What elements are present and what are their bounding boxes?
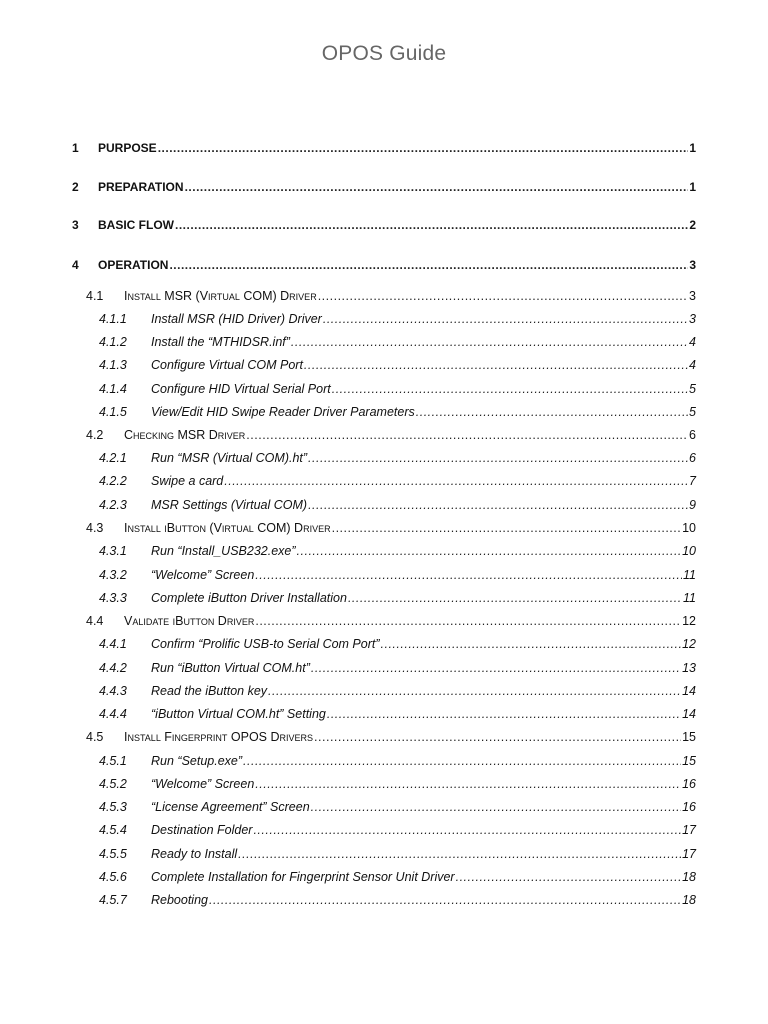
- toc-number: 4.4.2: [99, 661, 127, 675]
- toc-entry-4-3-3[interactable]: [99, 590, 696, 606]
- toc-number: 4.3.3: [99, 591, 127, 605]
- toc-number: 3: [72, 218, 79, 232]
- toc-entry-4-1-3[interactable]: [99, 357, 696, 373]
- toc-leader: [323, 311, 688, 327]
- toc-number: 4.4: [86, 614, 104, 628]
- toc-number: 4.2.2: [99, 474, 127, 488]
- toc-number: 4.5.5: [99, 847, 127, 861]
- toc-text: Install Fingerprint OPOS Drivers: [124, 730, 314, 744]
- toc-text: “iButton Virtual COM.ht” Setting: [151, 707, 326, 721]
- toc-leader: [348, 590, 682, 606]
- toc-leader: [332, 520, 682, 536]
- toc-text: Complete iButton Driver Installation: [151, 591, 347, 605]
- toc-entry-4-5-2[interactable]: [99, 776, 696, 792]
- toc-text: Swipe a card: [151, 474, 224, 488]
- toc-number: 4.5.4: [99, 823, 127, 837]
- toc-number: 1: [72, 141, 79, 155]
- toc-entry-4[interactable]: [72, 257, 696, 273]
- toc-number: 4.1.1: [99, 312, 127, 326]
- toc-page: 9: [689, 498, 696, 512]
- toc-leader: [416, 404, 688, 420]
- toc-number: 4.3.2: [99, 568, 127, 582]
- toc-number: 4.5: [86, 730, 104, 744]
- toc-number: 4.5.1: [99, 754, 127, 768]
- toc-text: “Welcome” Screen: [151, 777, 255, 791]
- toc-leader: [169, 257, 688, 273]
- toc-page: 17: [682, 847, 696, 861]
- toc-text: MSR Settings (Virtual COM): [151, 498, 308, 512]
- toc-leader: [311, 799, 681, 815]
- toc-entry-4-4-4[interactable]: [99, 706, 696, 722]
- toc-text: Configure Virtual COM Port: [151, 358, 303, 372]
- toc-page: 13: [682, 661, 696, 675]
- toc-entry-4-2-1[interactable]: [99, 450, 696, 466]
- toc-leader: [253, 822, 681, 838]
- toc-page: 15: [682, 730, 696, 744]
- toc-text: Confirm “Prolific USB-to Serial Com Port”: [151, 637, 380, 651]
- toc-page: 11: [683, 591, 696, 605]
- toc-entry-4-1[interactable]: [86, 288, 696, 304]
- toc-leader: [297, 543, 682, 559]
- toc-leader: [308, 450, 688, 466]
- toc-leader: [246, 427, 688, 443]
- toc-text: Run “Install_USB232.exe”: [151, 544, 296, 558]
- toc-text: Run “iButton Virtual COM.ht”: [151, 661, 310, 675]
- toc-entry-4-1-2[interactable]: [99, 334, 696, 350]
- toc-entry-4-4-2[interactable]: [99, 660, 696, 676]
- toc-number: 4.1: [86, 289, 104, 303]
- toc-number: 4.1.4: [99, 382, 127, 396]
- toc-leader: [318, 288, 688, 304]
- toc-text: View/Edit HID Swipe Reader Driver Parameters: [151, 405, 415, 419]
- toc-text: Install MSR (HID Driver) Driver: [151, 312, 322, 326]
- toc-entry-4-3[interactable]: [86, 520, 696, 536]
- toc-page: 4: [689, 358, 696, 372]
- toc-page: 14: [682, 707, 696, 721]
- toc-page: 6: [689, 451, 696, 465]
- toc-number: 4.1.5: [99, 405, 127, 419]
- toc-number: 4.2.1: [99, 451, 127, 465]
- toc-leader: [381, 636, 682, 652]
- toc-page: 12: [682, 614, 696, 628]
- toc-entry-4-2-2[interactable]: [99, 473, 696, 489]
- toc-number: 4.5.6: [99, 870, 127, 884]
- toc-number: 4.5.2: [99, 777, 127, 791]
- toc-leader: [311, 660, 681, 676]
- toc-text: Install MSR (Virtual COM) Driver: [124, 289, 317, 303]
- toc-page: 16: [682, 777, 696, 791]
- toc-text: Complete Installation for Fingerprint Sensor Unit Driver: [151, 870, 455, 884]
- toc-text: “Welcome” Screen: [151, 568, 255, 582]
- toc-entry-4-2[interactable]: [86, 427, 696, 443]
- toc-number: 4.3.1: [99, 544, 127, 558]
- toc-entry-4-3-2[interactable]: [99, 567, 696, 583]
- toc-number: 4.5.7: [99, 893, 127, 907]
- toc-entry-4-2-3[interactable]: [99, 497, 696, 513]
- toc-text: “License Agreement” Screen: [151, 800, 310, 814]
- toc-leader: [209, 892, 681, 908]
- toc-leader: [308, 497, 688, 513]
- toc-text: PREPARATION: [98, 180, 184, 194]
- toc-leader: [291, 334, 688, 350]
- toc-entry-4-5-7[interactable]: [99, 892, 696, 908]
- document-title: OPOS Guide: [321, 42, 447, 65]
- toc-leader: [243, 753, 681, 769]
- toc-page: 2: [689, 218, 696, 232]
- toc-leader: [158, 140, 689, 156]
- toc-text: Checking MSR Driver: [124, 428, 246, 442]
- toc-page: 18: [682, 893, 696, 907]
- toc-leader: [268, 683, 681, 699]
- toc-number: 4.1.3: [99, 358, 127, 372]
- toc-entry-4-1-5[interactable]: [99, 404, 696, 420]
- toc-entry-4-1-1[interactable]: [99, 311, 696, 327]
- toc-number: 4.4.1: [99, 637, 127, 651]
- toc-page: 12: [682, 637, 696, 651]
- toc-page: 14: [682, 684, 696, 698]
- toc-entry-4-4[interactable]: [86, 613, 696, 629]
- toc-page: 10: [682, 521, 696, 535]
- toc-leader: [304, 357, 688, 373]
- toc-leader: [255, 613, 681, 629]
- toc-page: 3: [689, 289, 696, 303]
- toc-text: Configure HID Virtual Serial Port: [151, 382, 331, 396]
- toc-number: 4.3: [86, 521, 104, 535]
- toc-page: 18: [682, 870, 696, 884]
- toc-leader: [456, 869, 681, 885]
- toc-leader: [327, 706, 681, 722]
- toc-number: 4.2.3: [99, 498, 127, 512]
- toc-leader: [224, 473, 688, 489]
- toc-leader: [185, 179, 689, 195]
- toc-page: 6: [689, 428, 696, 442]
- toc-page: 4: [689, 335, 696, 349]
- toc-entry-3[interactable]: [72, 217, 696, 233]
- toc-number: 2: [72, 180, 79, 194]
- toc-text: OPERATION: [98, 258, 169, 272]
- toc-page: 1: [689, 180, 696, 194]
- toc-page: 16: [682, 800, 696, 814]
- toc-leader: [255, 567, 682, 583]
- toc-number: 4.4.4: [99, 707, 127, 721]
- toc-entry-4-1-4[interactable]: [99, 381, 696, 397]
- toc-entry-1[interactable]: [72, 140, 696, 156]
- toc-page: 3: [689, 258, 696, 272]
- toc-text: Validate iButton Driver: [124, 614, 255, 628]
- toc-entry-4-5-3[interactable]: [99, 799, 696, 815]
- toc-leader: [175, 217, 688, 233]
- toc-text: Install the “MTHIDSR.inf”: [151, 335, 290, 349]
- toc-text: Run “MSR (Virtual COM).ht”: [151, 451, 308, 465]
- toc-page: 7: [689, 474, 696, 488]
- toc-leader: [332, 381, 688, 397]
- toc-text: Run “Setup.exe”: [151, 754, 243, 768]
- toc-text: BASIC FLOW: [98, 218, 174, 232]
- toc-number: 4.4.3: [99, 684, 127, 698]
- toc-entry-4-5-5[interactable]: [99, 846, 696, 862]
- toc-number: 4: [72, 258, 79, 272]
- toc-page: 5: [689, 382, 696, 396]
- toc-entry-4-5-4[interactable]: [99, 822, 696, 838]
- toc-number: 4.5.3: [99, 800, 127, 814]
- toc-text: Install iButton (Virtual COM) Driver: [124, 521, 331, 535]
- toc-entry-2[interactable]: [72, 179, 696, 195]
- toc-page: 11: [683, 568, 696, 582]
- toc-page: 10: [682, 544, 696, 558]
- toc-text: Read the iButton key: [151, 684, 268, 698]
- toc-entry-4-5-6[interactable]: [99, 869, 696, 885]
- toc-page: 1: [689, 141, 696, 155]
- toc-number: 4.2: [86, 428, 104, 442]
- toc-entry-4-4-3[interactable]: [99, 683, 696, 699]
- toc-number: 4.1.2: [99, 335, 127, 349]
- toc-text: Rebooting: [151, 893, 208, 907]
- toc-page: 17: [682, 823, 696, 837]
- toc-text: Destination Folder: [151, 823, 253, 837]
- toc-page: 15: [682, 754, 696, 768]
- toc-entry-4-5-1[interactable]: [99, 753, 696, 769]
- toc-leader: [238, 846, 681, 862]
- toc-text: Ready to Install: [151, 847, 238, 861]
- toc-entry-4-5[interactable]: [86, 729, 696, 745]
- toc-leader: [314, 729, 681, 745]
- toc-entry-4-4-1[interactable]: [99, 636, 696, 652]
- toc-page: 5: [689, 405, 696, 419]
- toc-leader: [255, 776, 681, 792]
- toc-entry-4-3-1[interactable]: [99, 543, 696, 559]
- toc-text: PURPOSE: [98, 141, 157, 155]
- toc-page: 3: [689, 312, 696, 326]
